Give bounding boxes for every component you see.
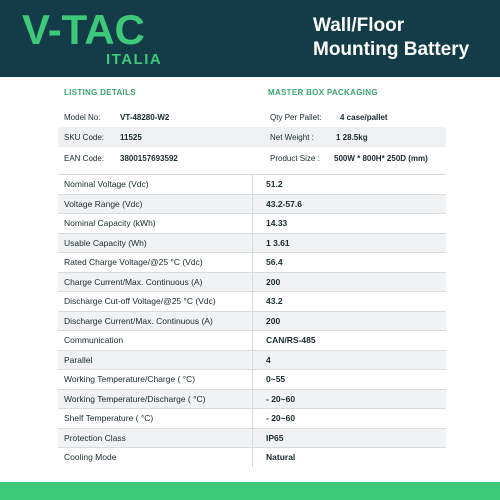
spec-key: Parallel	[64, 354, 93, 365]
brand-logo	[22, 8, 172, 68]
spec-row	[58, 213, 446, 233]
size-label: Product Size :	[270, 153, 320, 163]
spec-value: 43.2-57.6	[266, 198, 302, 209]
spec-value: Natural	[266, 452, 296, 463]
spec-row	[58, 311, 446, 331]
spec-key: Working Temperature/Charge ( °C)	[64, 374, 196, 385]
column-divider	[252, 331, 253, 350]
spec-key: Nominal Voltage (Vdc)	[64, 179, 149, 190]
spec-value: IP65	[266, 432, 284, 443]
spec-row	[58, 350, 446, 370]
spec-value: 4	[266, 354, 271, 365]
spec-row	[58, 272, 446, 292]
column-divider	[252, 175, 253, 194]
spec-key: Voltage Range (Vdc)	[64, 198, 143, 209]
sku-label: SKU Code:	[64, 132, 105, 142]
model-label: Model No:	[64, 112, 101, 122]
spec-table	[58, 174, 446, 467]
spec-key: Rated Charge Voltage/@25 °C (Vdc)	[64, 257, 203, 268]
spec-key: Charge Current/Max. Continuous (A)	[64, 276, 203, 287]
column-divider	[252, 370, 253, 389]
column-divider	[252, 214, 253, 233]
column-divider	[252, 195, 253, 214]
column-divider	[252, 292, 253, 311]
spec-row	[58, 291, 446, 311]
spec-row	[58, 233, 446, 253]
sku-value: 11525	[120, 132, 142, 142]
column-divider	[252, 253, 253, 272]
column-divider	[252, 390, 253, 409]
size-value: 500W * 800H* 250D (mm)	[334, 153, 428, 163]
spec-key: Protection Class	[64, 432, 126, 443]
footer-bar	[0, 482, 500, 500]
spec-key: Cooling Mode	[64, 452, 117, 463]
spec-value: 43.2	[266, 296, 283, 307]
info-row	[58, 107, 446, 127]
info-row	[58, 127, 446, 147]
spec-value: 1 3.61	[266, 237, 290, 248]
header-banner	[0, 0, 500, 77]
ean-label: EAN Code:	[64, 153, 105, 163]
spec-value: 200	[266, 276, 281, 287]
weight-label: Net Weight :	[270, 132, 314, 142]
spec-key: Nominal Capacity (kWh)	[64, 218, 156, 229]
spec-value: 14.33	[266, 218, 288, 229]
ean-value: 3800157693592	[120, 153, 178, 163]
qty-label: Qty Per Pallet:	[270, 112, 322, 122]
column-divider	[252, 273, 253, 292]
column-divider	[252, 409, 253, 428]
spec-key: Working Temperature/Discharge ( °C)	[64, 393, 206, 404]
weight-value: 1 28.5kg	[336, 132, 368, 142]
spec-key: Shelf Temperature ( °C)	[64, 413, 154, 424]
spec-value: 51.2	[266, 179, 283, 190]
spec-key: Discharge Cut-off Voltage/@25 °C (Vdc)	[64, 296, 216, 307]
column-divider	[252, 351, 253, 370]
spec-row	[58, 252, 446, 272]
spec-key: Discharge Current/Max. Continuous (A)	[64, 315, 213, 326]
spec-row	[58, 447, 446, 467]
spec-value: 0~55	[266, 374, 286, 385]
spec-value: - 20~60	[266, 413, 296, 424]
section-listing-details: LISTING DETAILS	[64, 88, 136, 97]
spec-row	[58, 194, 446, 214]
spec-row	[58, 369, 446, 389]
spec-row	[58, 428, 446, 448]
spec-row	[58, 408, 446, 428]
column-divider	[252, 312, 253, 331]
page-title-line2: Mounting Battery	[313, 39, 470, 60]
spec-row	[58, 330, 446, 350]
info-row	[58, 148, 446, 168]
spec-value: - 20~60	[266, 393, 296, 404]
spec-key: Usable Capacity (Wh)	[64, 237, 147, 248]
section-master-box-packaging: MASTER BOX PACKAGING	[268, 88, 378, 97]
spec-value: CAN/RS-485	[266, 335, 316, 346]
page-title	[313, 14, 469, 62]
brand-sub: ITALIA	[106, 51, 163, 68]
qty-value: 4 case/pallet	[340, 112, 388, 122]
column-divider	[252, 429, 253, 448]
column-divider	[252, 448, 253, 467]
model-value: VT-48280-W2	[120, 112, 170, 122]
page-title-line1: Wall/Floor	[313, 15, 405, 36]
spec-value: 200	[266, 315, 281, 326]
spec-row	[58, 174, 446, 194]
spec-key: Communication	[64, 335, 124, 346]
spec-value: 56.4	[266, 257, 283, 268]
brand-name: V-TAC	[22, 6, 145, 53]
column-divider	[252, 234, 253, 253]
spec-row	[58, 389, 446, 409]
